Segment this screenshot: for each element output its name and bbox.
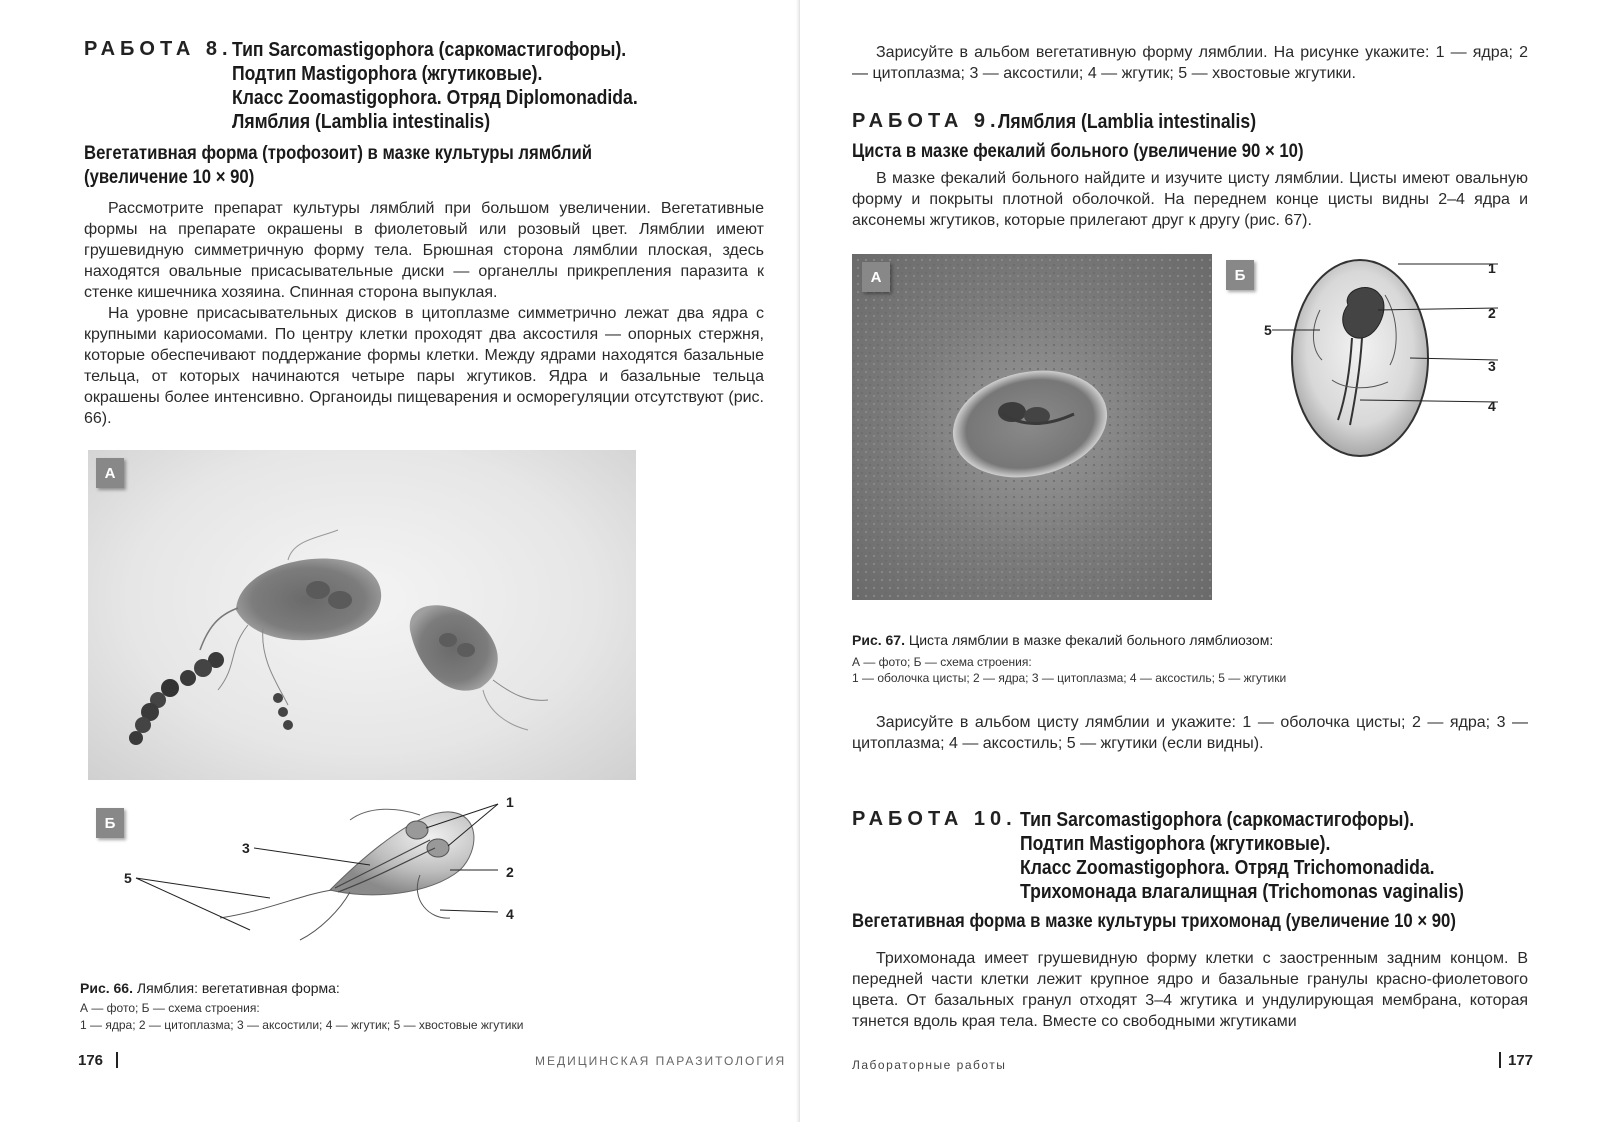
right-page [800,0,1600,1122]
fig66-photo-image [88,450,636,780]
work9-paragraph: В мазке фекалий больного найдите и изучите цисту лямблии. Цисты имеют овальную форму и покрыты плотной оболочкой. На переднем конце цисты видны 2–4 ядра и аксонемы жгутиков, которые прилегают друг к другу (рис. 67). [852,170,1528,229]
work10-title-line-3: Класс Zoomastigophora. Отряд Trichomonadida. [1020,857,1435,879]
fig67-caption-line-1: А — фото; Б — схема строения: [852,655,1032,669]
fig67-caption-title [852,632,1273,648]
fig67-callout-2: 2 [1488,305,1496,321]
fig66-caption-text: Лямблия: вегетативная форма: [136,980,340,996]
fig67-caption-line-2: 1 — оболочка цисты; 2 — ядра; 3 — цитоплазма; 4 — аксостиль; 5 — жгутики [852,671,1287,685]
work8-subhead [84,142,661,190]
work8-title-line-3: Класс Zoomastigophora. Отряд Diplomonadida. [232,87,638,109]
work10-title-line-2: Подтип Mastigophora (жгутиковые). [1020,833,1331,855]
fig66-caption-line-1: А — фото; Б — схема строения: [80,1001,260,1015]
fig66-badge-a: А [96,458,124,488]
running-head-right: Лабораторные работы [852,1058,1007,1072]
fig66-caption-line-2: 1 — ядра; 2 — цитоплазма; 3 — аксостили; 4 — жгутик; 5 — хвостовые жгутики [80,1018,524,1032]
fig67-callout-4: 4 [1488,398,1496,414]
running-head-left: МЕДИЦИНСКАЯ ПАРАЗИТОЛОГИЯ [535,1054,787,1068]
work8-draw-instruction [852,42,1528,84]
fig67-callout-1: 1 [1488,260,1496,276]
folio-divider-left [116,1052,118,1068]
fig66-callout-5: 5 [124,870,132,886]
work8-title-line-4: Лямблия (Lamblia intestinalis) [232,111,491,133]
fig67-badge-a: А [862,262,890,292]
work8-title-line-2: Подтип Mastigophora (жгутиковые). [232,63,543,85]
fig66-photo [88,450,636,780]
fig67-photo [852,254,1212,600]
work10-title-line-1: Тип Sarcomastigophora (саркомастигофоры). [1020,809,1415,831]
fig66-callout-3: 3 [242,840,250,856]
work9-body [852,168,1528,231]
work8-draw-text: Зарисуйте в альбом вегетативную форму лямблии. На рисунке укажите: 1 — ядра; 2 — цитоплазма; 3 — аксостили; 4 — жгутик; 5 — хвостовые жгутики. [852,44,1528,82]
fig67-badge-b: Б [1226,260,1254,290]
work9-draw-text: Зарисуйте в альбом цисту лямблии и укажите: 1 — оболочка цисты; 2 — ядра; 3 — цитоплазма; 4 — аксостиль; 5 — жгутики (если видны). [852,714,1528,752]
work8-paragraph-2: На уровне присасывательных дисков в цитоплазме симметрично лежат два ядра с крупными кариосомами. По центру клетки проходят два аксостиля — опорных стержня, которые обеспечивают поддержание формы клетки. Между ядрами находятся базальные тельца, от которых начинаются четыре пары жгутиков. Ядра и базальные тельца окрашены более интенсивно. Органоиды пищеварения и осморегуляции отсутствуют (рис. 66). [84,305,764,427]
fig66-callout-1: 1 [506,794,514,810]
page-number-right: 177 [1508,1052,1534,1069]
fig66-caption-number: Рис. 66. [80,980,133,996]
work10-label: РАБОТА 10. [852,808,1017,830]
work9-subhead: Циста в мазке фекалий больного (увеличение 90 × 10) [852,141,1304,162]
fig66-schematic [120,800,540,950]
fig66-caption-title [80,980,340,996]
work8-title-line-1: Тип Sarcomastigophora (саркомастигофоры). [232,39,627,61]
fig66-callout-2: 2 [506,864,514,880]
work10-subhead: Вегетативная форма в мазке культуры трихомонад (увеличение 10 × 90) [852,911,1456,932]
fig67-schematic [1250,250,1520,470]
folio-divider-right [1499,1052,1501,1068]
fig67-caption-number: Рис. 67. [852,632,905,648]
fig66-badge-b: Б [96,808,124,838]
fig67-photo-image [852,254,1212,600]
fig66-callout-4: 4 [506,906,514,922]
work8-paragraph-1: Рассмотрите препарат культуры лямблий при большом увеличении. Вегетативные формы на препарате окрашены в фиолетовый или розовый цвет. Лямблии имеют грушевидную симметричную форму тела. Брюшная сторона лямблии плоская, здесь находятся овальные присасывательные диски — органеллы прикрепления паразита к стенке кишечника хозяина. Спинная сторона выпуклая. [84,200,764,301]
fig67-callout-5: 5 [1264,322,1272,338]
work8-title [232,38,693,134]
work8-subhead-line-1: Вегетативная форма (трофозоит) в мазке культуры лямблий [84,143,593,164]
work10-paragraph: Трихомонада имеет грушевидную форму клетки с заостренным задним концом. В передней части клетки лежит крупное ядро и базальные гранулы красно-фиолетового цвета. От базальных гранул отходят 3–4 жгутика и ундулирующая мембрана, которая тянется вдоль края тела. Вместе со свободными жгутиками [852,950,1528,1030]
page-number-left: 176 [78,1052,104,1069]
work8-label: РАБОТА 8. [84,38,233,60]
work9-label: РАБОТА 9. [852,110,1001,132]
fig67-caption-text: Циста лямблии в мазке фекалий больного лямблиозом: [908,632,1274,648]
work10-title-line-4: Трихомонада влагалищная (Trichomonas vaginalis) [1020,881,1464,903]
fig67-callout-3: 3 [1488,358,1496,374]
work8-subhead-line-2: (увеличение 10 × 90) [84,167,255,188]
work10-body [852,948,1528,1032]
work9-draw-instruction [852,712,1528,754]
work10-title [1020,808,1524,904]
work8-body [84,198,764,429]
work9-title: Лямблия (Lamblia intestinalis) [998,111,1257,133]
